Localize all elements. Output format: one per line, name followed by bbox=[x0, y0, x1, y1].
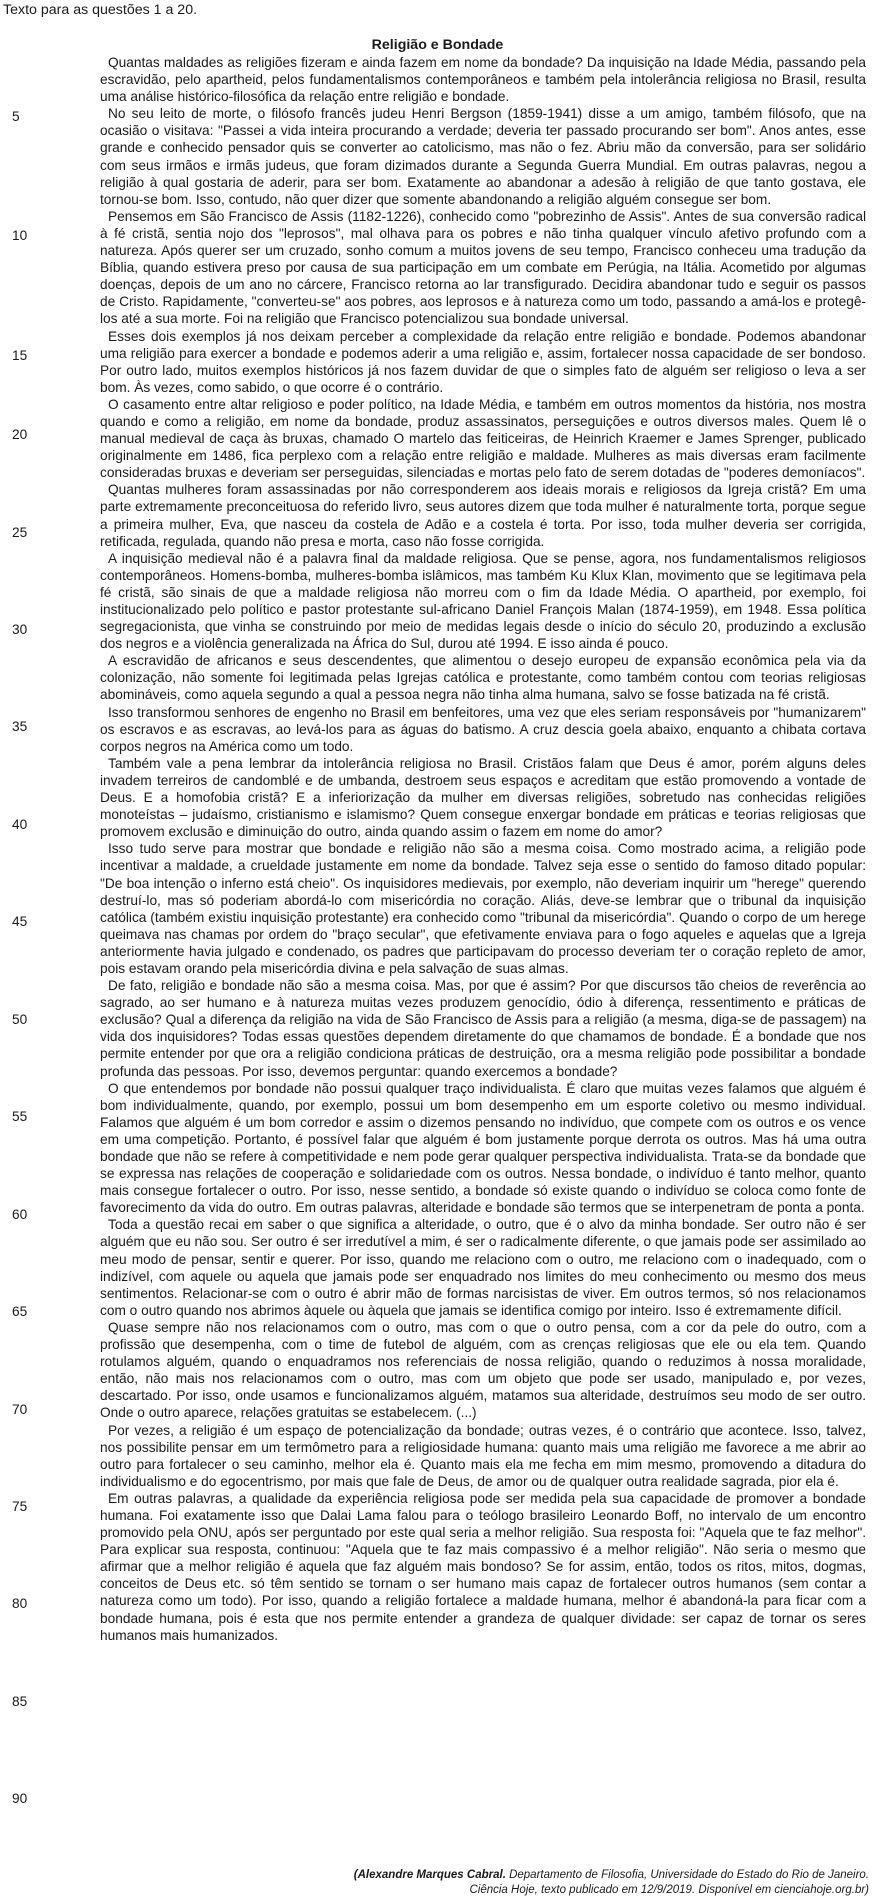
paragraph: No seu leito de morte, o filósofo francês judeu Henri Bergson (1859-1941) disse a um amigo, também filósofo, que na ocasião o visitava: "Passei a vida inteira procurando a verdade; deveria ter passado procurando ser bom". Anos antes, esse grande e conhecido pensador quis se converter ao catolicismo, mas não o fez. Abriu mão da conversão, para ser solidário com seus irmãos e irmãs judeus, que foram dizimados durante a Segunda Guerra Mundial. Em outras palavras, negou a religião à qual gostaria de aderir, para ser bom. Exatamente ao abandonar a adesão à religião de que tanto gostava, ele tornou-se bom. Isso, contudo, não quer dizer que somente abandonando a religião alguém consegue ser bom. bbox=[100, 106, 866, 207]
credit-source: Ciência Hoje, texto publicado em 12/9/2019. Disponível em cienciahoje.org.br) bbox=[469, 1884, 869, 1896]
line-number: 15 bbox=[12, 348, 28, 363]
source-credit bbox=[354, 1868, 869, 1898]
line-number: 50 bbox=[12, 1012, 28, 1027]
line-number: 20 bbox=[12, 427, 28, 442]
line-number: 25 bbox=[12, 525, 28, 540]
line-number: 10 bbox=[12, 228, 28, 243]
line-number: 30 bbox=[12, 622, 28, 637]
paragraph: Pensemos em São Francisco de Assis (1182-1226), conhecido como "pobrezinho de Assis". Antes de sua conversão radical à fé cristã, sentia nojo dos "leprosos", mal olhava para os pobres e não tinha qualquer vínculo afetivo profundo com a natureza. Após querer ser um cruzado, sonho comum a muitos jovens de seu tempo, Francisco conheceu uma tradução da Bíblia, quando estivera preso por causa de sua participação em um combate em Perúgia, na Itália. Acometido por algumas doenças, depois de um ano no cárcere, Francisco retorna ao lar transfigurado. Decidira abandonar tudo e seguir os passos de Cristo. Rapidamente, "converteu-se" aos pobres, aos leprosos e à natureza como um todo, passando a amá-los e protegê-los até a sua morte. Foi na religião que Francisco potencializou sua bondade universal. bbox=[100, 208, 866, 327]
line-number: 40 bbox=[12, 817, 28, 832]
text-title: Religião e Bondade bbox=[371, 37, 504, 53]
credit-affiliation: Departamento de Filosofia, Universidade do Estado do Rio de Janeiro. bbox=[505, 1869, 869, 1881]
line-number: 45 bbox=[12, 914, 28, 929]
paragraph: Toda a questão recai em saber o que significa a alteridade, o outro, que é o alvo da minha bondade. Ser outro não é ser alguém que eu não sou. Ser outro é ser irredutível a mim, é ser o radicalmente diferente, o que jamais pode ser assimilado ao meu modo de pensar, sentir e querer. Por isso, quando me relaciono com o outro, me relaciono com o inadequado, com o indizível, com aquele ou aquela que jamais pode ser enquadrado nos limites do meu conhecimento ou mesmo dos meus sentimentos. Relacionar-se com o outro é abrir mão de formas narcisistas de viver. Em outros termos, só nos relacionamos com o outro quando nos abrimos àquele ou àquela que jamais se identifica comigo por inteiro. Isso é extremamente difícil. bbox=[100, 1217, 866, 1318]
paragraph: Quase sempre não nos relacionamos com o outro, mas com o que o outro pensa, com a cor da pele do outro, com a profissão que desempenha, com o time de futebol de alguém, com as crenças religiosas que ele ou ela tem. Quando rotulamos alguém, quando o enquadramos nos referenciais de nossa religião, quando o reduzimos à nossa moralidade, então, não mais nos relacionamos com o outro, mas com um objeto que pode ser usado, manipulado e, por vezes, descartado. Por isso, onde usamos e funcionalizamos alguém, matamos sua alteridade, destruímos seu modo de ser outro. Onde o outro aparece, relações gratuitas se estabelecem. (...) bbox=[100, 1319, 866, 1421]
paragraph: De fato, religião e bondade não são a mesma coisa. Mas, por que é assim? Por que discursos tão cheios de reverência ao sagrado, ao ser humano e à natureza muitas vezes produzem genocídio, ódio à diferença, ressentimento e práticas de exclusão? Qual a diferença da religião na vida de São Francisco de Assis para a religião (a mesma, diga-se de passagem) na vida dos inquisidores? Todas essas questões dependem diretamente do que chamamos de bondade. É a bondade que nos permite entender por que ora a religião condiciona práticas de destruição, ora a mesma religião pode possibilitar a bondade profunda das pessoas. Por isso, devemos perguntar: quando exercemos a bondade? bbox=[100, 978, 866, 1079]
line-number: 5 bbox=[12, 109, 20, 124]
paragraph: O casamento entre altar religioso e poder político, na Idade Média, e também em outros momentos da história, nos mostra quando e como a religião, em nome da bondade, produz assassinatos, perseguições e outros diversos males. Quem lê o manual medieval de caça às bruxas, chamado O martelo das feiticeiras, de Heinrich Kraemer e James Sprenger, publicado originalmente em 1486, fica perplexo com a relação entre religião e maldade. Mulheres as mais diversas eram facilmente consideradas bruxas e deveriam ser perseguidas, silenciadas e mortas pelo fato de serem dotadas de "poderes demoníacos". bbox=[100, 396, 866, 481]
paragraph: Isso tudo serve para mostrar que bondade e religião não são a mesma coisa. Como mostrado acima, a religião pode incentivar a maldade, a crueldade justamente em nome da bondade. Talvez seja esse o sentido do famoso ditado popular: "De boa intenção o inferno está cheio". Os inquisidores medievais, por exemplo, não deveriam inquirir um "herege" querendo destruí-lo, mas só poderiam abordá-lo com misericórdia no coração. Aliás, deve-se lembrar que o tribunal da inquisição católica (também existiu inquisição protestante) era conhecido como "tribunal da misericórdia". Quando o corpo de um herege queimava nas chamas por ordem do "braço secular", que efetivamente enviava para o fogo aqueles e aquelas que a Igreja anteriormente havia julgado e condenado, os padres que participavam do processo deveriam ter o coração repleto de amor, pois estavam orando pela misericórdia divina e pela salvação de suas almas. bbox=[100, 841, 866, 976]
line-number: 65 bbox=[12, 1304, 28, 1319]
line-number: 35 bbox=[12, 719, 28, 734]
instructions-header: Texto para as questões 1 a 20. bbox=[3, 2, 198, 18]
paragraph: Por vezes, a religião é um espaço de potencialização da bondade; outras vezes, é o contrário que acontece. Isso, talvez, nos possibilite pensar em um termômetro para a religiosidade humana: quanto mais uma religião me favorece a me abrir ao outro para fortalecer o seu caminho, melhor ela é. Quanto mais ela me fecha em mim mesmo, promovendo a ditadura do individualismo e do egocentrismo, por mais que fale de Deus, de amor ou de qualquer outra realidade sagrada, pior ela é. bbox=[100, 1422, 866, 1489]
paragraph: Em outras palavras, a qualidade da experiência religiosa pode ser medida pela sua capacidade de promover a bondade humana. Foi exatamente isso que Dalai Lama falou para o teólogo brasileiro Leonardo Boff, no intervalo de um encontro promovido pela ONU, após ser perguntado por este qual seria a melhor religião. Sua resposta foi: "Aquela que te faz melhor". Para explicar sua resposta, continuou: "Aquela que te faz mais compassivo é a melhor religião". Não seria o mesmo que afirmar que a melhor religião é aquela que faz alguém mais bondoso? Se for assim, então, todos os ritos, mitos, dogmas, conceitos de Deus etc. só têm sentido se tornam o ser humano mais capaz de fortalecer outros humanos (sem contar a natureza como um todo). Por isso, quando a religião fortalece a maldade humana, melhor é abandoná-la para ficar com a bondade humana, pois é esta que nos permite entender a grandeza de qualquer dividade: ser capaz de tornar os seres humanos mais humanizados. bbox=[100, 1490, 866, 1643]
line-number: 60 bbox=[12, 1207, 28, 1222]
paragraph: Quantas maldades as religiões fizeram e ainda fazem em nome da bondade? Da inquisição na Idade Média, passando pela escravidão, pelo apartheid, pelos fundamentalismos contemporâneos e também pela intolerância religiosa no Brasil, resulta uma análise histórico-filosófica da relação entre religião e bondade. bbox=[100, 55, 866, 105]
paragraph: A escravidão de africanos e seus descendentes, que alimentou o desejo europeu de expansão econômica pela via da colonização, não somente foi legitimada pelas Igrejas católica e protestante, como também contou com teorias religiosas abomináveis, como aquela segundo a qual a pessoa negra não tinha alma humana, salvo se fosse batizada na fé cristã. bbox=[100, 653, 866, 703]
paragraph: Quantas mulheres foram assassinadas por não corresponderem aos ideais morais e religiosos da Igreja cristã? Em uma parte extremamente preconceituosa do referido livro, seus autores dizem que toda mulher é naturalmente torta, porque segue a primeira mulher, Eva, que nasceu da costela de Adão e a costela é torta. Por isso, toda mulher deveria ser corrigida, retificada, regulada, quando não presa e morta, caso não fosse corrigida. bbox=[100, 482, 866, 549]
paragraph: Isso transformou senhores de engenho no Brasil em benfeitores, uma vez que eles seriam responsáveis por "humanizarem" os escravos e as escravas, ao levá-los para as águas do batismo. A cruz descia goela abaixo, enquanto a chibata cortava corpos negros na América como um todo. bbox=[100, 704, 866, 754]
line-number: 70 bbox=[12, 1402, 28, 1417]
line-number: 75 bbox=[12, 1499, 28, 1514]
article-body bbox=[100, 54, 866, 1644]
line-number: 90 bbox=[12, 1791, 28, 1806]
line-number: 85 bbox=[12, 1694, 28, 1709]
paragraph: A inquisição medieval não é a palavra final da maldade religiosa. Que se pense, agora, nos fundamentalismos religiosos contemporâneos. Homens-bomba, mulheres-bomba islâmicos, mas também Ku Klux Klan, movimento que se legitimava pela fé cristã, são sinais de que a maldade religiosa não morreu com o fim da Idade Média. O apartheid, por exemplo, foi institucionalizado pelo político e pastor protestante sul-africano Daniel François Malan (1874-1959), em 1948. Essa política segregacionista, que vinha se construindo por meio de medidas legais desde o início do século 20, produzindo a exclusão dos negros e a violência generalizada na África do Sul, durou até 1994. E isso ainda é pouco. bbox=[100, 550, 866, 652]
paragraph: Também vale a pena lembrar da intolerância religiosa no Brasil. Cristãos falam que Deus é amor, porém alguns deles invadem terreiros de candomblé e de umbanda, destroem seus espaços e acreditam que estão promovendo a vontade de Deus. E a homofobia cristã? E a inferiorização da mulher em diversas religiões, sobretudo nas conhecidas religiões monoteístas – judaísmo, cristianismo e islamismo? Quem consegue enxergar bondade em práticas e teorias religiosas que promovem exclusão e diminuição do outro, ainda quando assim o fazem em nome do amor? bbox=[100, 755, 866, 840]
line-number: 80 bbox=[12, 1596, 28, 1611]
line-number: 55 bbox=[12, 1109, 28, 1124]
credit-author: (Alexandre Marques Cabral. bbox=[353, 1869, 506, 1881]
paragraph: Esses dois exemplos já nos deixam perceber a complexidade da relação entre religião e bondade. Podemos abandonar uma religião para exercer a bondade e podemos aderir a uma religião e, assim, fortalecer nossa capacidade de ser bondoso. Por outro lado, muitos exemplos históricos já nos fazem duvidar de que o simples fato de alguém ser religioso o leva a ser bom. Às vezes, como sabido, o que ocorre é o contrário. bbox=[100, 328, 866, 395]
paragraph: O que entendemos por bondade não possui qualquer traço individualista. É claro que muitas vezes falamos que alguém é bom individualmente, quando, por exemplo, possui um bom desempenho em um esporte coletivo ou mesmo individual. Falamos que alguém é um bom corredor e assim o dizemos pensando no indivíduo, que compete com os outros e os vence em uma competição. Portanto, é possível falar que alguém é bom justamente porque derrota os outros. Mas há uma outra bondade que não se refere à competitividade e nem pode gerar qualquer perspectiva individualista. Trata-se da bondade que se expressa nas relações de cooperação e solidariedade com os outros. Nessa bondade, o indivíduo é tanto melhor, quanto mais consegue fortalecer o outro. Por isso, nesse sentido, a bondade só existe quando o indivíduo se coloca como fonte de favorecimento da vida do outro. Em outras palavras, alteridade e bondade são termos que se interpenetram de ponta a ponta. bbox=[100, 1080, 866, 1216]
